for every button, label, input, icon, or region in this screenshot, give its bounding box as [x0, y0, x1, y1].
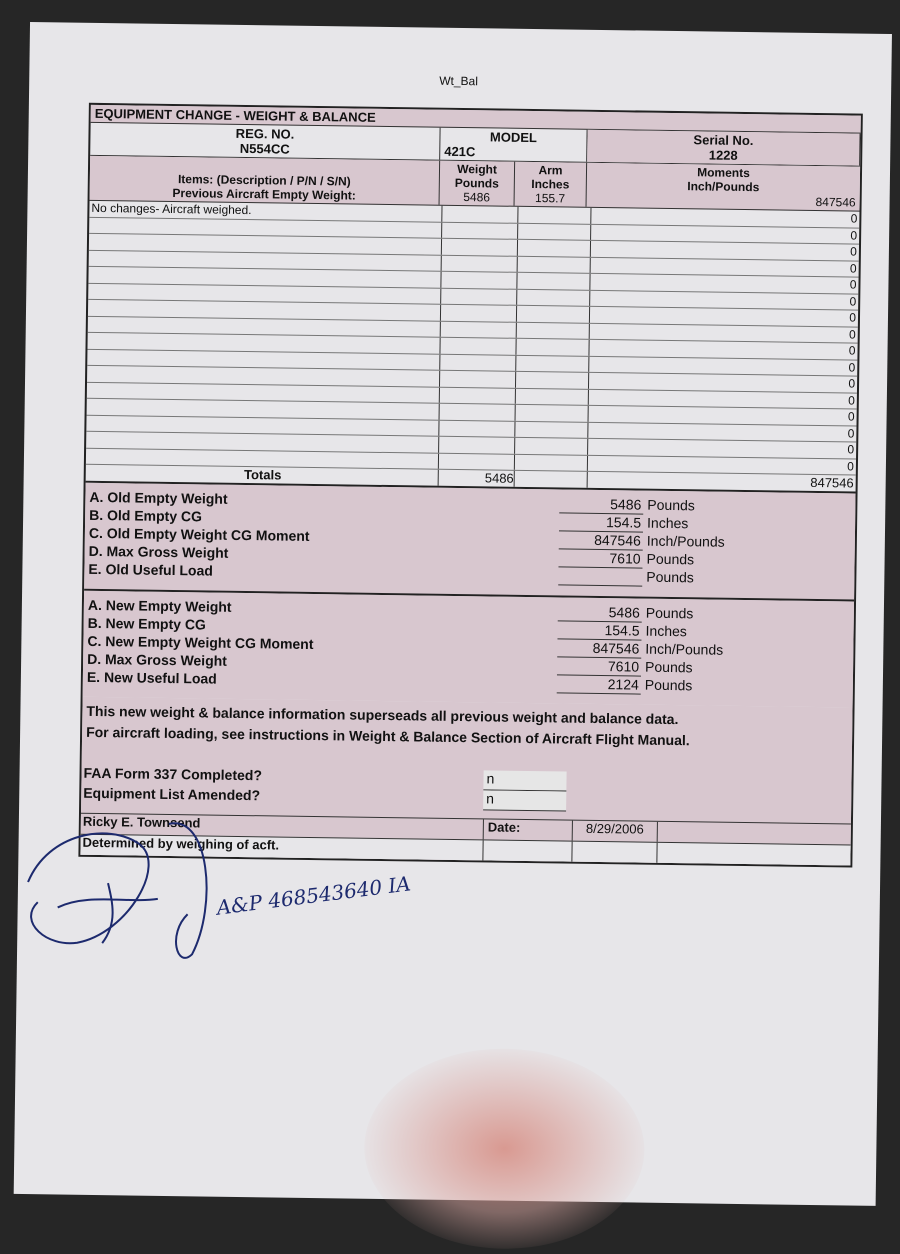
item-moment: 0	[848, 326, 856, 342]
item-moment: 0	[849, 277, 857, 292]
weight-unit: Pounds	[454, 175, 499, 191]
new-summary-unit: Pounds	[644, 658, 693, 675]
item-moment: 0	[848, 376, 856, 391]
method-text: Determined by weighing of acft.	[80, 834, 483, 860]
old-summary-unit: Pounds	[646, 550, 695, 567]
notice-line-1: This new weight & balance information superseads all previous weight and balance data.	[86, 702, 679, 727]
date-label: Date:	[484, 819, 573, 840]
previous-label: Previous Aircraft Empty Weight:	[172, 185, 356, 203]
model-value: 421C	[444, 143, 476, 160]
old-summary-value: 847546	[559, 531, 643, 550]
new-summary-unit: Inches	[645, 622, 687, 639]
reg-value: N554CC	[239, 140, 290, 157]
new-summary-section	[83, 590, 854, 707]
previous-weight: 5486	[463, 190, 491, 205]
item-moment: 0	[849, 260, 857, 276]
faa337-label: FAA Form 337 Completed?	[83, 764, 263, 783]
signature-certificate-text: A&P 468543640 IA	[215, 871, 412, 920]
arm-unit: Inches	[531, 176, 570, 192]
item-moment: 0	[848, 392, 855, 408]
form-title: EQUIPMENT CHANGE - WEIGHT & BALANCE	[91, 105, 861, 134]
new-summary-label: A. New Empty Weight	[87, 596, 232, 615]
item-moment: 0	[847, 458, 855, 474]
notice-section	[80, 696, 852, 865]
new-summary-value: 5486	[558, 603, 642, 622]
old-summary-value: 7610	[558, 549, 642, 568]
item-moment: 0	[850, 211, 858, 226]
old-summary-value: 5486	[559, 495, 643, 514]
faa337-value: n	[483, 770, 566, 791]
previous-moment: 847546	[815, 194, 856, 210]
item-moment: 0	[850, 244, 858, 259]
old-summary-unit: Pounds	[646, 568, 694, 585]
new-summary-label: E. New Useful Load	[86, 668, 217, 687]
old-summary-label: B. Old Empty CG	[89, 506, 203, 524]
totals-label: Totals	[86, 465, 439, 485]
notice-line-2: For aircraft loading, see instructions in Weight & Balance Section of Aircraft Flight Manual.	[86, 723, 690, 748]
finger-smudge	[363, 1047, 646, 1251]
serial-value: 1228	[708, 147, 738, 163]
equipment-list-value: n	[483, 790, 566, 811]
new-summary-value: 154.5	[557, 621, 641, 640]
moments-header: Moments	[697, 165, 750, 181]
item-moment: 0	[849, 310, 857, 325]
item-moment: 0	[847, 442, 855, 457]
old-summary-unit: Pounds	[647, 496, 695, 513]
reg-label: REG. NO.	[235, 125, 295, 142]
old-summary-value	[558, 567, 642, 586]
new-summary-label: D. Max Gross Weight	[87, 650, 228, 669]
items-column-header: Items: (Description / P/N / S/N)	[177, 172, 351, 189]
totals-weight: 5486	[439, 470, 515, 487]
old-summary-unit: Inch/Pounds	[646, 532, 725, 550]
new-summary-unit: Pounds	[645, 604, 694, 621]
item-moment: 0	[848, 343, 856, 358]
item-moment: 0	[850, 227, 858, 243]
new-summary-unit: Inch/Pounds	[645, 640, 724, 658]
old-summary-label: D. Max Gross Weight	[88, 542, 229, 561]
old-summary-section	[84, 482, 855, 601]
item-moment: 0	[848, 359, 856, 375]
item-moment: 0	[849, 293, 857, 309]
signer-name: Ricky E. Townsend	[81, 813, 484, 839]
weight-header: Weight	[457, 161, 498, 177]
item-moment: 0	[847, 409, 855, 424]
new-summary-value: 847546	[557, 639, 641, 658]
old-summary-label: A. Old Empty Weight	[89, 488, 228, 507]
items-table-body	[86, 201, 860, 476]
weight-balance-form	[78, 103, 862, 867]
new-summary-value: 2124	[557, 675, 641, 694]
old-summary-value: 154.5	[559, 513, 643, 532]
old-summary-unit: Inches	[647, 514, 689, 531]
previous-arm: 155.7	[535, 191, 566, 206]
item-description: No changes- Aircraft weighed.	[89, 201, 442, 221]
new-summary-value: 7610	[557, 657, 641, 676]
new-summary-unit: Pounds	[644, 676, 693, 693]
document-page	[14, 22, 892, 1206]
equipment-list-label: Equipment List Amended?	[83, 784, 261, 803]
date-value: 8/29/2006	[573, 820, 658, 841]
moments-unit: Inch/Pounds	[687, 179, 760, 195]
new-summary-label: C. New Empty Weight CG Moment	[87, 632, 314, 652]
totals-moment: 847546	[810, 474, 854, 491]
old-summary-label: C. Old Empty Weight CG Moment	[88, 524, 310, 544]
new-summary-label: B. New Empty CG	[87, 614, 207, 632]
arm-header: Arm	[538, 163, 563, 178]
page-header: Wt_Bal	[439, 73, 479, 89]
old-summary-label: E. Old Useful Load	[88, 560, 213, 579]
model-label: MODEL	[489, 129, 538, 146]
serial-label: Serial No.	[693, 132, 754, 149]
item-moment: 0	[847, 425, 855, 441]
